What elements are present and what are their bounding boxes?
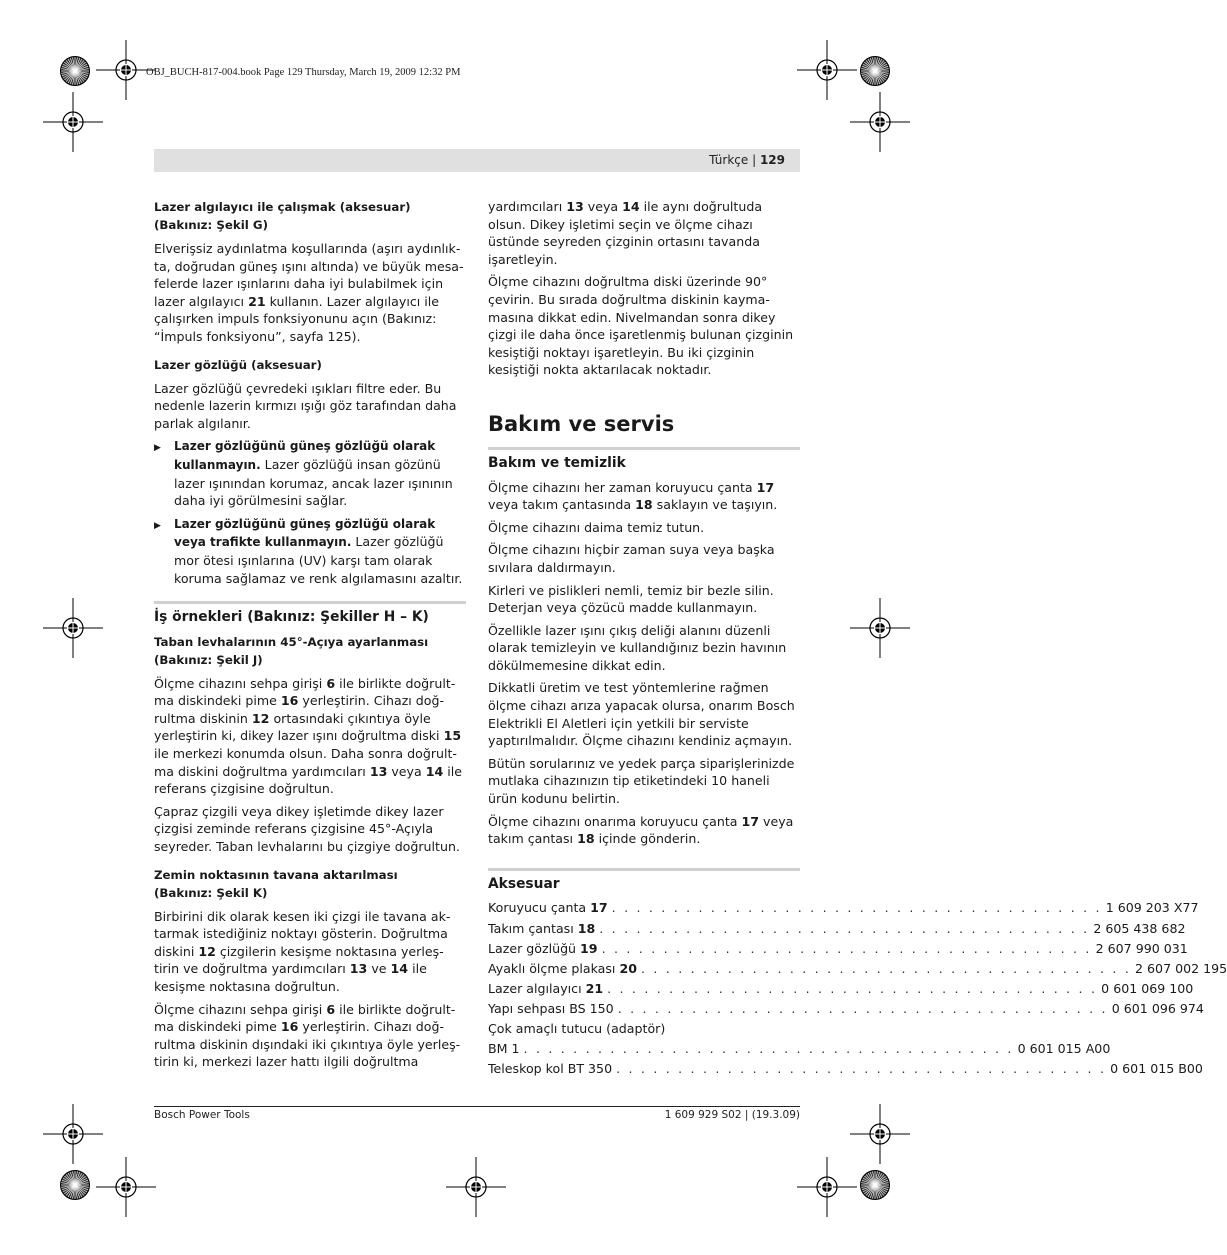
- accessory-row: Takım çantası 18 . . . . . . . . . . . . . . . . . . . . . . . . . . . . . . . . . . . . . . . . 2 605 438 682: [488, 920, 1186, 936]
- crosshair-registration-mark: [797, 40, 857, 100]
- footer-rule: [154, 1106, 800, 1107]
- warning-bullet: ▶ Lazer gözlüğünü güneş gözlüğü olarak kullanmayın. Lazer gözlüğü insan gözünü lazer ışınından korumaz, ancak lazer ışınının daha iyi görülmesini sağlar.: [154, 439, 453, 509]
- paragraph: yardımcıları 13 veya 14 ile aynı doğrultuda olsun. Dikey işletimi seçin ve ölçme cihazı üstünde seyreden çizginin ortasını tavanda işaretleyin.: [488, 199, 763, 267]
- subsection-title-45-degree: Taban levhalarının 45°-Açıya ayarlanması (Bakınız: Şekil J): [154, 634, 429, 667]
- crosshair-registration-mark: [850, 598, 910, 658]
- crosshair-registration-mark: [446, 1157, 506, 1217]
- page-header-bar: [154, 149, 800, 172]
- paragraph: Ölçme cihazını her zaman koruyucu çanta 17 veya takım çantasında 18 saklayın ve taşıyın.: [488, 479, 778, 513]
- paragraph: Elverişsiz aydınlatma koşullarında (aşırı aydınlık-ta, doğrudan güneş ışını altında) ve büyük mesa-felerde lazer ışınlarını daha iyi bulabilmek için lazer algılayıcı 21 kullanın. Lazer algılayıcı ile çalışırken impuls fonksiyonunu açın (Bakınız: “İmpuls fonksiyonu”, sayfa 125).: [154, 241, 464, 344]
- chapter-title: Bakım ve servis: [488, 411, 675, 436]
- right-column: [488, 198, 1227, 1080]
- paragraph: Ölçme cihazını sehpa girişi 6 ile birlikte doğrult-ma diskindeki pime 16 yerleştirin. Cihazı doğ-rultma diskinin 12 ortasındaki çıkıntıya öyle yerleştirin ki, dikey lazer ışını doğrultma diski 15 ile merkezi konumda olsun. Daha sonra doğrult-ma diskini doğrultma yardımcıları 13 veya 14 ile referans çizgisine doğrultun.: [154, 675, 463, 797]
- accessory-list: [488, 899, 1227, 1017]
- accessory-row: Koruyucu çanta 17 . . . . . . . . . . . . . . . . . . . . . . . . . . . . . . . . . . . . . . . . 1 609 203 X77: [488, 900, 1199, 916]
- print-slug-line: OBJ_BUCH-817-004.book Page 129 Thursday, March 19, 2009 12:32 PM: [146, 67, 461, 78]
- paragraph: Bütün sorularınız ve yedek parça siparişlerinizde mutlaka cihazınızın tip etiketindeki 10 haneli ürün kodunu belirtin.: [488, 755, 795, 807]
- footer-doc-number: 1 609 929 S02 | (19.3.09): [664, 1109, 800, 1121]
- subsection-title-ceiling-transfer: Zemin noktasının tavana aktarılması (Bakınız: Şekil K): [154, 867, 398, 900]
- section-heading-work-examples: İş örnekleri (Bakınız: Şekiller H – K): [154, 601, 466, 627]
- paragraph: Ölçme cihazını hiçbir zaman suya veya başka sıvılara daldırmayın.: [488, 542, 775, 575]
- accessory-multi-label: Çok amaçlı tutucu (adaptör): [488, 1020, 666, 1036]
- paragraph: Dikkatli üretim ve test yöntemlerine rağmen ölçme cihazı arıza yapacak olursa, onarım Bosch Elektrikli El Aletleri için yetkili bir serviste yaptırılmalıdır. Ölçme cihazını kendiniz açmayın.: [488, 680, 795, 749]
- color-registration-rose-icon: [860, 1170, 890, 1200]
- paragraph: Özellikle lazer ışını çıkış deliği alanını düzenli olarak temizleyin ve kullandığınız bezin havının dökülmemesine dikkat edin.: [488, 622, 787, 673]
- triangle-bullet-icon: ▶: [154, 443, 161, 454]
- footer-brand: Bosch Power Tools: [154, 1109, 250, 1121]
- crosshair-registration-mark: [43, 598, 103, 658]
- paragraph: Ölçme cihazını doğrultma diski üzerinde 90° çevirin. Bu sırada doğrultma diskinin kayma-masına dikkat edin. Nivelmandan sonra dikey çizgi ile daha önce işaretlenmiş bulunan çizginin kesiştiği noktayı işaretleyin. Bu iki çizginin kesiştiği nokta aktarılacak noktadır.: [488, 274, 794, 378]
- crosshair-registration-mark: [43, 1104, 103, 1164]
- paragraph: Lazer gözlüğü çevredeki ışıkları filtre eder. Bu nedenle lazerin kırmızı ışığı göz tarafından daha parlak algılanır.: [154, 380, 457, 431]
- header-language: Türkçe: [709, 153, 749, 167]
- paragraph: Ölçme cihazını onarıma koruyucu çanta 17 veya takım çantası 18 içinde gönderin.: [488, 813, 794, 847]
- section-title-laser-receiver: Lazer algılayıcı ile çalışmak (aksesuar) (Bakınız: Şekil G): [154, 200, 411, 232]
- triangle-bullet-icon: ▶: [154, 520, 161, 531]
- crosshair-registration-mark: [850, 92, 910, 152]
- paragraph: Birbirini dik olarak kesen iki çizgi ile tavana ak-tarmak istediğiniz noktayı gösterin. Doğrultma diskini 12 çizgilerin kesişme noktasına yerleş-tirin ve doğrultma yardımcıları 13 ve 14 ile kesişme noktasına doğrultun.: [154, 908, 451, 994]
- page-header: [709, 153, 785, 167]
- warning-bullet: ▶ Lazer gözlüğünü güneş gözlüğü olarak veya trafikte kullanmayın. Lazer gözlüğü mor ötesi ışınlarına (UV) karşı tam olarak koruma sağlamaz ve renk algılamasını azaltır.: [154, 516, 463, 586]
- crosshair-registration-mark: [797, 1157, 857, 1217]
- color-registration-rose-icon: [60, 1170, 90, 1200]
- accessory-row: Lazer gözlüğü 19 . . . . . . . . . . . . . . . . . . . . . . . . . . . . . . . . . . . . . . . . 2 607 990 031: [488, 940, 1188, 956]
- accessory-row: Teleskop kol BT 350 . . . . . . . . . . . . . . . . . . . . . . . . . . . . . . . . . . . . . . . . 0 601 015 B00: [488, 1061, 1203, 1077]
- header-separator: |: [748, 153, 760, 167]
- accessory-row: Lazer algılayıcı 21 . . . . . . . . . . . . . . . . . . . . . . . . . . . . . . . . . . . . . . . . 0 601 069 100: [488, 980, 1194, 996]
- paragraph: Kirleri ve pislikleri nemli, temiz bir bezle silin. Deterjan veya çözücü madde kullanmayın.: [488, 582, 774, 616]
- accessory-row: Ayaklı ölçme plakası 20 . . . . . . . . . . . . . . . . . . . . . . . . . . . . . . . . . . . . . . . . 2 607 002 195: [488, 960, 1227, 976]
- section-title-laser-glasses: Lazer gözlüğü (aksesuar): [154, 357, 322, 372]
- crosshair-registration-mark: [43, 92, 103, 152]
- section-heading-accessories: Aksesuar: [488, 868, 800, 894]
- section-heading-maintenance: Bakım ve temizlik: [488, 447, 800, 473]
- accessory-row: Yapı sehpası BS 150 . . . . . . . . . . . . . . . . . . . . . . . . . . . . . . . . . . . . . . . . 0 601 096 974: [488, 1000, 1204, 1016]
- page-number: 129: [759, 153, 785, 167]
- crosshair-registration-mark: [850, 1104, 910, 1164]
- paragraph: Ölçme cihazını daima temiz tutun.: [488, 519, 705, 535]
- color-registration-rose-icon: [60, 56, 90, 86]
- accessory-row: BM 1 . . . . . . . . . . . . . . . . . . . . . . . . . . . . . . . . . . . . . . . . 0 601 015 A00: [488, 1041, 1111, 1057]
- accessory-list-2: [488, 1040, 1203, 1078]
- paragraph: Çapraz çizgili veya dikey işletimde dikey lazer çizgisi zeminde referans çizgisine 45°-Açıyla seyreder. Taban levhalarını bu çizgiye doğrultun.: [154, 803, 460, 855]
- color-registration-rose-icon: [860, 56, 890, 86]
- crosshair-registration-mark: [96, 1157, 156, 1217]
- paragraph: Ölçme cihazını sehpa girişi 6 ile birlikte doğrult-ma diskindeki pime 16 yerleştirin. Cihazı doğ-rultma diskinin dışındaki iki çıkıntıya öyle yerleş-tirin ki, merkezi lazer hattı ilgili doğrultma: [154, 1001, 461, 1070]
- left-column: [154, 198, 466, 1076]
